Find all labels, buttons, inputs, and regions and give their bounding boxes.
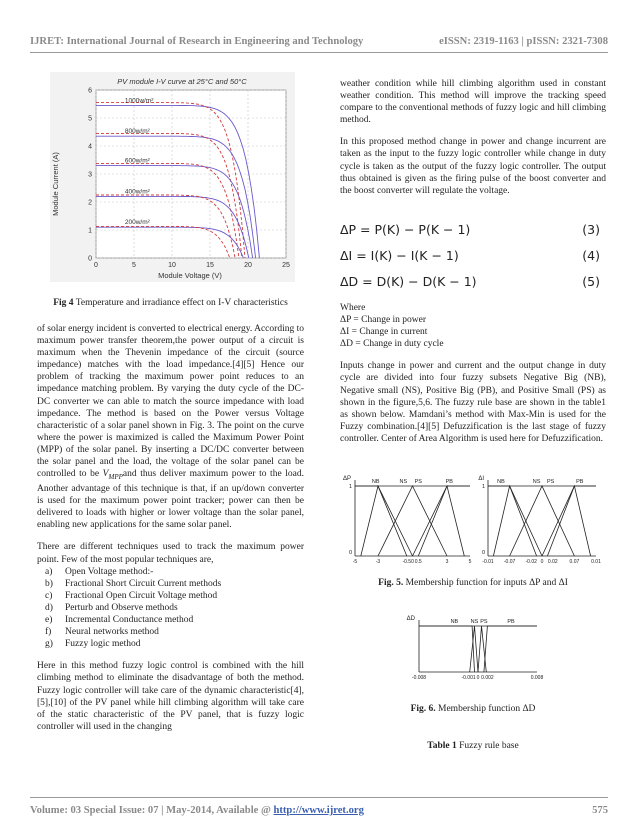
- mf-bottom-tick: 0: [348, 550, 352, 556]
- mf-shape: [418, 486, 470, 556]
- technique-marker: e): [45, 615, 53, 626]
- equation-3: [340, 222, 600, 237]
- technique-label: Perturb and Observe methods: [65, 602, 178, 613]
- where-dd: ΔD = Change in duty cycle: [340, 339, 444, 350]
- technique-marker: d): [45, 602, 53, 613]
- fig4-y-tick: 6: [88, 87, 92, 95]
- mf-x-tick: 0: [476, 675, 480, 681]
- fig4-curve-label: 400w/m²: [124, 188, 150, 196]
- fig4-y-tick: 1: [88, 227, 92, 235]
- mf-shape: [378, 486, 447, 556]
- mf-x-tick: -0.07: [503, 559, 516, 565]
- fig4-curve-label: 600w/m²: [124, 157, 150, 165]
- technique-item: [37, 638, 304, 650]
- equation-4: [340, 248, 600, 263]
- left-para-2: There are different techniques used to track the maximum power point. Few of the most popular techniques are,: [37, 542, 304, 565]
- fig4-x-tick: 20: [244, 262, 252, 269]
- vmpp-sub: MPP: [108, 473, 123, 482]
- fig4-y-tick: 5: [88, 115, 92, 123]
- mf-x-tick: 3: [445, 559, 449, 565]
- technique-marker: f): [45, 627, 52, 638]
- fig4-x-tick: 10: [168, 262, 176, 269]
- technique-marker: b): [45, 578, 53, 589]
- right-column-where: [340, 302, 606, 455]
- mf-shape: [542, 486, 591, 556]
- equation-5-body: ΔD = D(K) − D(K − 1): [340, 274, 477, 289]
- fig5-caption-text: Membership function for inputs ΔP and ΔI: [403, 578, 568, 588]
- fig4-x-tick: 15: [206, 262, 214, 269]
- fig4-curve-label: 200w/m²: [124, 219, 150, 227]
- fig6-caption: [340, 703, 606, 715]
- mf-axis-label: ΔD: [406, 616, 415, 622]
- technique-label: Fractional Short Circuit Current methods: [65, 578, 222, 589]
- mf-shape: [413, 486, 465, 556]
- mf-x-tick: 0.02: [547, 559, 558, 565]
- technique-item: [37, 578, 304, 590]
- technique-marker: c): [45, 590, 53, 601]
- iv-curve-svg: [50, 72, 295, 282]
- fig5-di-plot: [478, 476, 601, 565]
- mf-x-tick: -0.008: [411, 675, 427, 681]
- mf-shape: [361, 486, 413, 556]
- mf-shape: [493, 486, 542, 556]
- fig6-membership: [403, 610, 544, 690]
- equation-4-number: (4): [582, 248, 600, 263]
- mf-set-label: PS: [480, 619, 488, 625]
- journal-title: IJRET: International Journal of Research in Engineering and Technology: [30, 36, 364, 47]
- equation-5: [340, 274, 600, 289]
- mf-x-tick: 0: [411, 559, 414, 565]
- technique-marker: a): [45, 566, 53, 577]
- fig5-svg: [340, 470, 600, 570]
- technique-item: [37, 602, 304, 614]
- mf-set-label: NS: [399, 479, 408, 485]
- mf-shape: [419, 626, 475, 672]
- equation-3-number: (3): [582, 222, 600, 237]
- mf-axis-label: ΔI: [478, 476, 484, 482]
- mf-set-label: PB: [576, 479, 584, 485]
- fig4-x-tick: 5: [132, 262, 136, 269]
- fig6-plot: [407, 616, 544, 681]
- right-column-top: [340, 78, 606, 207]
- mf-shape: [478, 626, 486, 672]
- fig4-xlabel: Module Voltage (V): [158, 271, 222, 280]
- technique-item: [37, 590, 304, 602]
- technique-marker: g): [45, 639, 53, 650]
- mf-bottom-tick: 0: [481, 550, 485, 556]
- mf-set-label: NB: [371, 479, 380, 485]
- mf-x-tick: 0.07: [569, 559, 580, 565]
- fig4-y-tick: 2: [88, 199, 92, 207]
- fig6-svg: [403, 610, 544, 690]
- table1-caption-text: Fuzzy rule base: [456, 741, 519, 751]
- left-para-1: [37, 323, 304, 531]
- mf-shape: [484, 626, 537, 672]
- vmpp-symbol: [102, 469, 123, 482]
- fig6-caption-num: Fig. 6.: [410, 704, 436, 714]
- mf-x-tick: 0.008: [530, 675, 544, 681]
- technique-item: [37, 614, 304, 626]
- right-para-2: In this proposed method change in power and change incurrent are taken as the input to the fuzzy logic controller while change in duty cycle is taken as the output of the fuzzy logic controller. The output thus obtained is given as the firing pulse of the boost converter and the boost converter will regulate the voltage.: [340, 137, 606, 196]
- fig4-caption-num: Fig 4: [53, 298, 74, 308]
- fig4-caption: [37, 297, 304, 309]
- fig4-ylabel: Module Current (A): [51, 152, 60, 216]
- fig5-dp-plot: [343, 476, 472, 565]
- where-dp: ΔP = Change in power: [340, 315, 427, 326]
- technique-item: [37, 626, 304, 638]
- mf-x-tick: -0.001: [461, 675, 476, 681]
- mf-set-label: NS: [470, 619, 479, 625]
- mf-set-label: NS: [532, 479, 541, 485]
- technique-label: Fuzzy logic method: [65, 639, 141, 650]
- table1-caption-num: Table 1: [427, 741, 457, 751]
- mf-set-label: PB: [507, 619, 515, 625]
- mf-x-tick: -5: [352, 559, 358, 565]
- left-para-3: Here in this method fuzzy logic control is combined with the hill climbing method to eliminate the disadvantage of both the method. Fuzzy logic controller will take care of the dynamic characteristic[4],[5],[10] of the PV panel while hill climbing algorithm will take care of the static characteristic of the PV panel, that is fuzzy logic controller will used in the changing: [37, 661, 304, 732]
- fig4-caption-text: Temperature and irradiance effect on I-V characteristics: [73, 298, 288, 308]
- technique-label: Open Voltage method:-: [65, 566, 154, 577]
- technique-list: [37, 566, 304, 651]
- where-di: ΔI = Change in current: [340, 327, 428, 338]
- table1-caption: [340, 740, 606, 752]
- fig5-caption: [340, 577, 606, 589]
- technique-label: Neural networks method: [65, 627, 159, 638]
- mf-x-tick: -0.01: [482, 559, 494, 565]
- footer-rule: [30, 797, 608, 798]
- equation-5-number: (5): [582, 274, 600, 289]
- fig4-chart: [50, 72, 295, 282]
- left-para-1-text: of solar energy incident is converted to electrical energy. According to maximum power transfer theorem,the power output of a circuit is maximum when the Thevenin impedance of the circuit (source impedance) matches with the load impedance.[4][5] Hence our problem of tracking the maximum power point reduces to an impedance matching problem. By varying the duty cycle of the DC-DC converter we can able to match the source impedance with load impedance. The method is based on the Power versus Voltage characteristic of a solar panel shown in Fig. 3. The point on the curve where the power is maximized is called the Maximum Power Point (MPP) of the solar panel. By inserting a DC/DC converter between the solar panel and the load, the voltage of the solar panel can be controlled to be: [37, 324, 304, 480]
- mf-set-label: NB: [450, 619, 459, 625]
- left-column: [37, 323, 304, 743]
- mf-x-tick: -0.02: [525, 559, 537, 565]
- footer-volume-text: Volume: 03 Special Issue: 07 | May-2014, Available @: [30, 805, 274, 816]
- fig4-curve-label: 1000w/m²: [124, 97, 154, 105]
- where-label: Where: [340, 303, 366, 313]
- fig4-y-tick: 0: [88, 255, 92, 263]
- mf-shape: [510, 486, 575, 556]
- equation-4-body: ΔI = I(K) − I(K − 1): [340, 248, 459, 263]
- mf-x-tick: 0.01: [591, 559, 601, 565]
- fig4-curve-label: 800w/m²: [124, 128, 150, 136]
- mf-x-tick: -0.5: [402, 559, 412, 565]
- fig5-caption-num: Fig. 5.: [378, 578, 404, 588]
- technique-label: Fractional Open Circuit Voltage method: [65, 590, 218, 601]
- mf-set-label: PS: [546, 479, 555, 485]
- header-rule: [30, 52, 608, 53]
- fig5-membership: [340, 470, 600, 570]
- fig4-x-tick: 25: [282, 262, 290, 269]
- mf-x-tick: 5: [468, 559, 472, 565]
- footer-volume: [30, 805, 364, 816]
- equation-3-body: ΔP = P(K) − P(K − 1): [340, 222, 471, 237]
- mf-x-tick: 0.002: [481, 675, 494, 681]
- fig4-y-tick: 4: [88, 143, 92, 151]
- mf-axis-label: ΔP: [342, 476, 351, 482]
- page-number: 575: [592, 805, 608, 816]
- mf-top-tick: 1: [481, 484, 485, 490]
- technique-label: Incremental Conductance method: [65, 615, 194, 626]
- mf-x-tick: -3: [375, 559, 381, 565]
- mf-shape: [488, 486, 537, 556]
- fig4-grid: [96, 90, 286, 258]
- mf-x-tick: 0: [540, 559, 544, 565]
- fig6-caption-text: Membership function ΔD: [435, 704, 536, 714]
- issn: eISSN: 2319-1163 | pISSN: 2321-7308: [439, 36, 608, 47]
- mf-shape: [355, 486, 407, 556]
- mf-top-tick: 1: [348, 484, 352, 490]
- right-para-1: weather condition while hill climbing algorithm used in constant weather condition. This method will improve the tracking speed compare to the conventional methods of fuzzy logic and hill climbing method.: [340, 79, 606, 126]
- technique-item: [37, 566, 304, 578]
- fig4-x-tick: 0: [94, 262, 98, 269]
- mf-x-tick: 0.5: [414, 559, 422, 565]
- vmpp-v: V: [102, 469, 109, 480]
- mf-shape: [547, 486, 596, 556]
- fig4-y-tick: 3: [88, 171, 92, 179]
- fig4-title: PV module I-V curve at 25°C and 50°C: [117, 77, 247, 86]
- mf-set-label: PB: [445, 479, 453, 485]
- journal-link[interactable]: http://www.ijret.org: [273, 805, 364, 816]
- left-para-1-rest: and thus deliver maximum power to the load. Another advantage of this technique is that, if an up/down converter is used for the maximum power point tracker; power can then be delivered to loads with higher or lower voltage than the solar panel, enabling new applications for the same solar panel.: [37, 469, 304, 531]
- mf-set-label: PS: [414, 479, 422, 485]
- right-para-3: Inputs change in power and current and the output change in duty cycle are divided into four fuzzy subsets Negative Big (NB), Negative small (NS), Positive Big (PB), and Positive Small (PS) as shown in the figure,5,6. The fuzzy rule base are shown in the table1 as shown below. Mamdani’s method with Max-Min is used for the Fuzzy combination.[4][5] Defuzzification is the last stage of fuzzy controller. Center of Area Algorithm is used here for Defuzzification.: [340, 361, 606, 444]
- mf-set-label: NB: [497, 479, 505, 485]
